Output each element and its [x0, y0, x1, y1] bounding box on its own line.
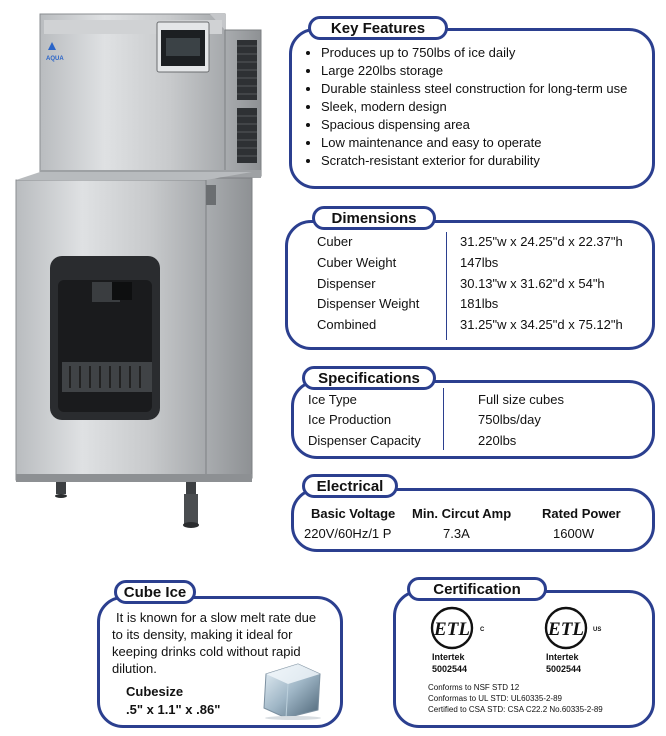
svg-text:AQUA: AQUA: [46, 56, 64, 62]
spec-label: Ice Production: [308, 412, 392, 427]
cube-ice-description: It is known for a slow melt rate due to its density, making it ideal for keeping drinks cold without rapid dilution.: [112, 610, 317, 676]
key-features-title: Key Features: [308, 16, 448, 40]
cubesize-value: .5" x 1.1" x .86": [126, 702, 221, 717]
cert-lab-1: Intertek: [432, 652, 465, 662]
cube-ice-title: Cube Ice: [114, 580, 196, 604]
specifications-title: Specifications: [302, 366, 436, 390]
dim-value: 31.25"w x 24.25"d x 22.37"h: [460, 234, 623, 249]
cert-lab-2: Intertek: [546, 652, 579, 662]
spec-value: 750lbs/day: [478, 412, 541, 427]
electrical-value-power: 1600W: [553, 526, 595, 541]
dimensions-title: Dimensions: [312, 206, 436, 230]
dim-value: 147lbs: [460, 255, 499, 270]
svg-text:ETL: ETL: [548, 619, 584, 640]
dim-label: Dispenser Weight: [317, 296, 420, 311]
svg-text:C: C: [480, 627, 485, 633]
dim-label: Cuber: [317, 234, 353, 249]
electrical-value-amp: 7.3A: [443, 526, 470, 541]
dimensions-divider: [446, 232, 447, 340]
dim-value: 31.25"w x 34.25"d x 75.12"h: [460, 317, 623, 332]
cert-line: Certified to CSA STD: CSA C22.2 No.60335-2-89: [428, 705, 603, 714]
feature-item: • Low maintenance and easy to operate: [321, 134, 650, 152]
feature-item: • Sleek, modern design: [321, 98, 650, 116]
electrical-value-voltage: 220V/60Hz/1 P: [304, 526, 392, 541]
electrical-header-power: Rated Power: [542, 506, 621, 521]
spec-value: 220lbs: [478, 433, 517, 448]
cert-number-2: 5002544: [546, 664, 582, 674]
svg-text:US: US: [593, 627, 602, 633]
feature-item: • Scratch-resistant exterior for durability: [321, 152, 650, 170]
feature-item: • Large 220lbs storage: [321, 62, 650, 80]
svg-text:ETL: ETL: [434, 619, 470, 640]
electrical-header-voltage: Basic Voltage: [311, 506, 396, 521]
feature-item: • Produces up to 750lbs of ice daily: [321, 44, 650, 62]
key-features-list: [305, 44, 650, 170]
dim-label: Dispenser: [317, 276, 376, 291]
spec-label: Ice Type: [308, 392, 357, 407]
ice-machine-image: [0, 0, 275, 540]
dim-label: Combined: [317, 317, 377, 332]
cert-line: Conforms to NSF STD 12: [428, 683, 520, 692]
certification-title: Certification: [407, 577, 547, 601]
ice-cube-image: [258, 660, 328, 720]
cubesize-label: Cubesize: [126, 684, 184, 699]
feature-item: • Spacious dispensing area: [321, 116, 650, 134]
etl-c-logo: [430, 605, 486, 651]
electrical-header-amp: Min. Circut Amp: [412, 506, 512, 521]
cert-line: Conformas to UL STD: UL60335-2-89: [428, 694, 562, 703]
dim-value: 30.13"w x 31.62"d x 54"h: [460, 276, 605, 291]
etl-us-logo: [544, 605, 604, 651]
dim-value: 181lbs: [460, 296, 499, 311]
spec-label: Dispenser Capacity: [308, 433, 421, 448]
specifications-divider: [443, 388, 444, 450]
electrical-title: Electrical: [302, 474, 398, 498]
feature-item: • Durable stainless steel construction for long-term use: [321, 80, 650, 98]
spec-value: Full size cubes: [478, 392, 564, 407]
dim-label: Cuber Weight: [317, 255, 397, 270]
cert-number-1: 5002544: [432, 664, 468, 674]
